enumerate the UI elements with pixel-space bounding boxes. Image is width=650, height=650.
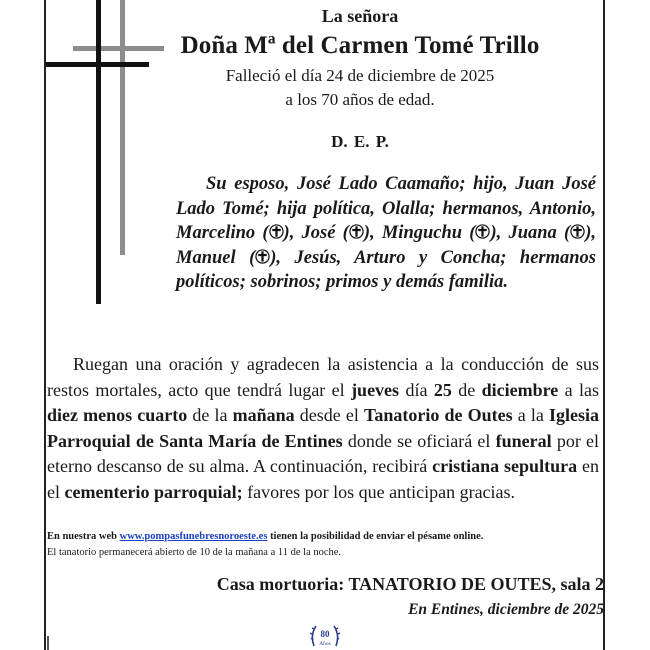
schedule-note: El tanatorio permanecerá abierto de 10 de la mañana a 11 de la noche. bbox=[47, 547, 342, 558]
dep-line: D. E. P. bbox=[331, 132, 389, 151]
anniversary-logo-icon bbox=[309, 620, 341, 650]
family-paragraph: Su esposo, José Lado Caamaño; hijo, Juan José Lado Tomé; hija política, Olalla; hermanos, Antonio, Marcelino ( ), José ( ), Minguchu ( ), Juana ( ), Manuel ( ), Jesús, Arturo y Concha; hermanos políticos; sobrinos; primos y demás familia. bbox=[176, 174, 596, 292]
age-line: a los 70 años de edad. bbox=[285, 90, 435, 109]
salutation: La señora bbox=[321, 6, 399, 26]
ceremony-paragraph: Ruegan una oración y agradecen la asistencia a la conducción de sus restos mortales, acto que tendrá lugar el jueves día 25 de diciembre a las diez menos cuarto de la mañana desde el Tanatorio de Outes a la Iglesia Parroquial de Santa María de Entines donde se oficiará el funeral por el eterno descanso de su alma. A continuación, recibirá cristiana sepultura en el cementerio parroquial; favores por los que anticipan gracias. bbox=[47, 354, 600, 502]
small-cross-icon bbox=[269, 224, 284, 239]
deceased-name: Doña Mª del Carmen Tomé Trillo bbox=[180, 32, 540, 59]
small-cross-icon bbox=[349, 224, 364, 239]
small-cross-icon bbox=[570, 224, 585, 239]
small-cross-icon bbox=[475, 224, 490, 239]
svg-text:Años: Años bbox=[319, 641, 331, 647]
frame-line-left bbox=[44, 0, 46, 650]
funeral-home: Casa mortuoria: TANATORIO DE OUTES, sala 2 bbox=[216, 574, 604, 594]
death-date: Falleció el día 24 de diciembre de 2025 bbox=[225, 66, 495, 85]
svg-text:80: 80 bbox=[320, 629, 330, 639]
place-date: En Entines, diciembre de 2025 bbox=[408, 601, 604, 618]
small-cross-icon bbox=[255, 249, 270, 264]
web-note: En nuestra web www.pompasfunebresnoroeste.es tienen la posibilidad de enviar el pésame online. bbox=[47, 531, 484, 542]
frame-line-left-bottom bbox=[47, 636, 49, 650]
website-link[interactable]: www.pompasfunebresnoroeste.es bbox=[119, 531, 268, 542]
